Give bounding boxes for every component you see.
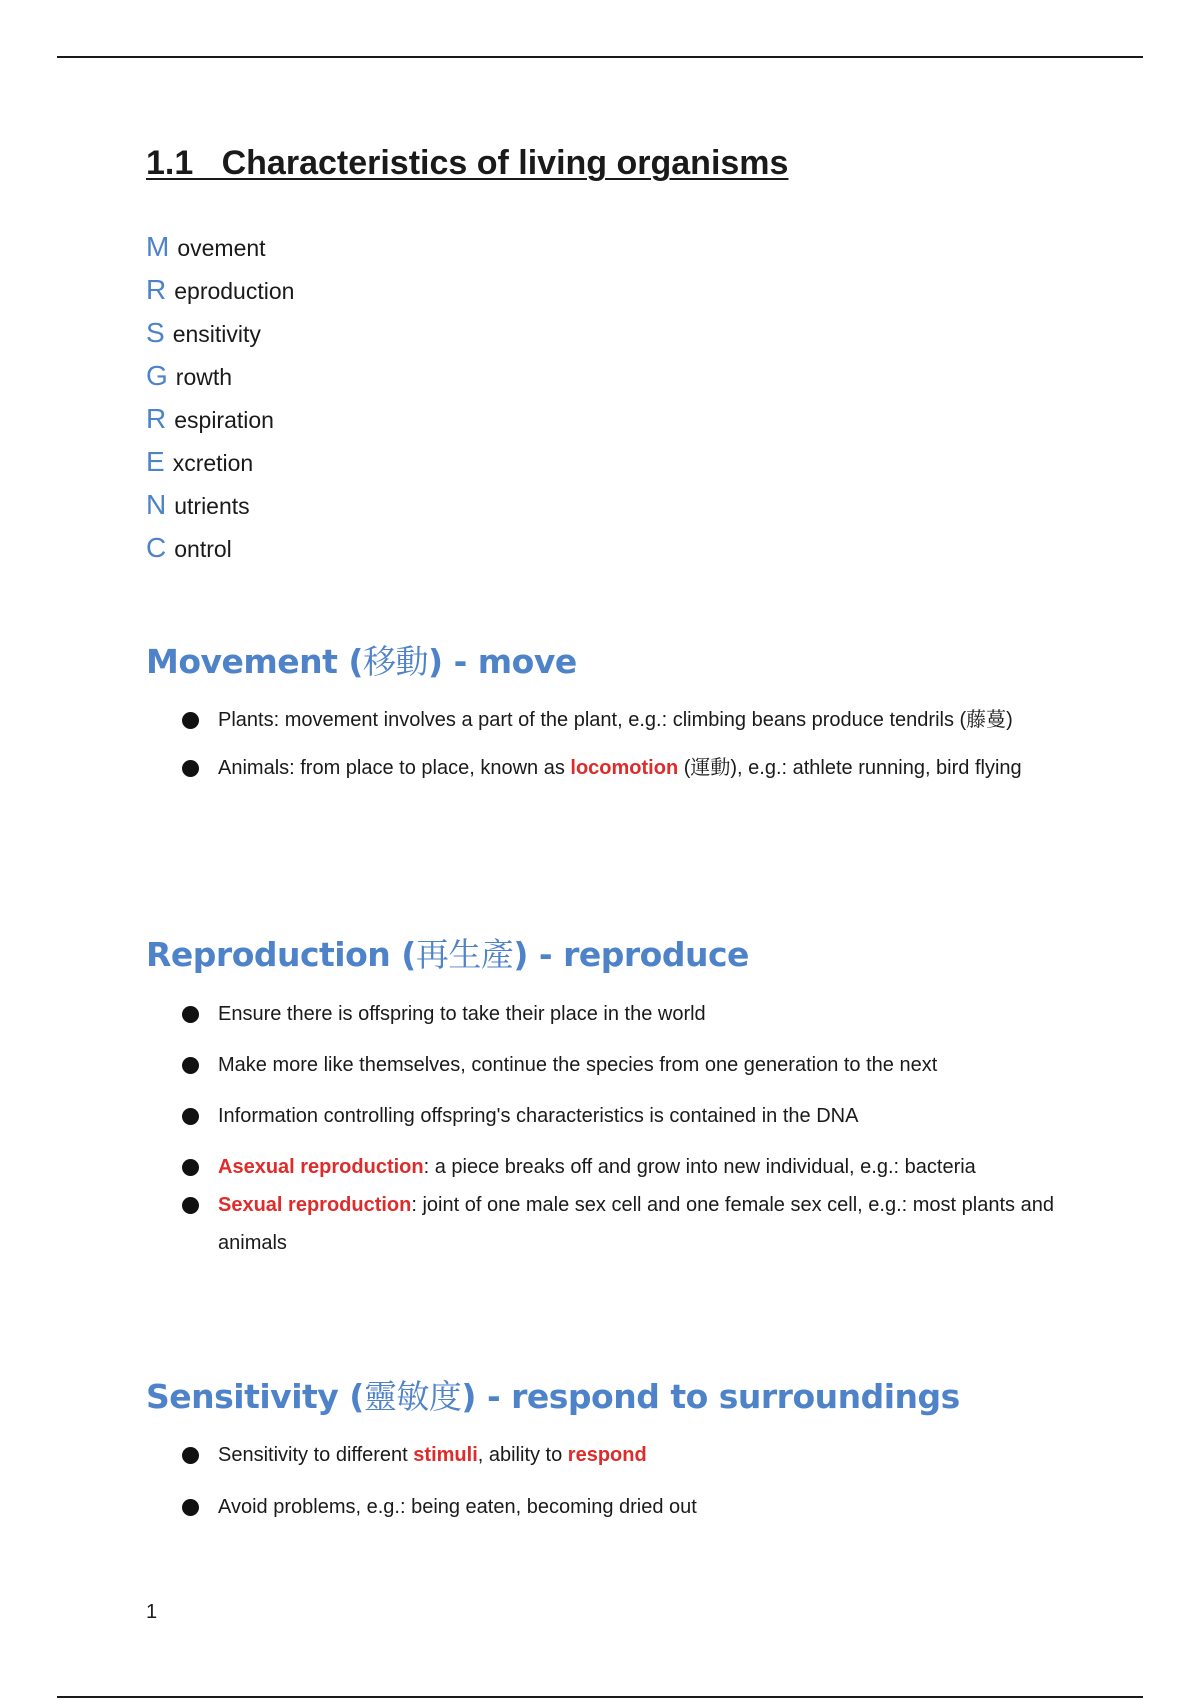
bullet-icon [182, 1159, 199, 1176]
mrs-grenc-list [146, 225, 746, 569]
acronym-letter: R [146, 403, 167, 434]
movement-heading: Movement (移動) - move [146, 642, 577, 681]
acronym-letter: S [146, 317, 165, 348]
list-item [182, 995, 1082, 1033]
acronym-letter: G [146, 360, 168, 391]
bullet-text: Information controlling offspring's characteristics is contained in the DNA [218, 1105, 859, 1127]
sensitivity-bullets [182, 1436, 1082, 1526]
bullet-icon [182, 1197, 199, 1214]
acronym-letter: E [146, 446, 165, 477]
bullet-text: Plants: movement involves a part of the plant, e.g.: climbing beans produce tendrils (藤蔓) [218, 709, 1013, 731]
acronym-row [146, 354, 746, 397]
acronym-word: ensitivity [172, 321, 261, 347]
acronym-row [146, 225, 746, 268]
sensitivity-heading: Sensitivity (靈敏度) - respond to surroundings [146, 1377, 960, 1416]
acronym-word: rowth [175, 364, 233, 390]
list-item [182, 1046, 1082, 1084]
key-term: Asexual reproduction [218, 1156, 424, 1178]
acronym-row [146, 440, 746, 483]
list-item [182, 701, 1082, 739]
key-term: stimuli [413, 1444, 478, 1466]
footer-rule [57, 1696, 1143, 1698]
page-title: 1.1 Characteristics of living organisms [146, 144, 789, 182]
page-number: 1 [146, 1601, 158, 1623]
list-item [182, 1488, 1082, 1526]
bullet-text: Ensure there is offspring to take their place in the world [218, 1003, 706, 1025]
acronym-row [146, 526, 746, 569]
acronym-row [146, 397, 746, 440]
header-rule [57, 56, 1143, 58]
bullet-icon [182, 712, 199, 729]
list-item [182, 1097, 1082, 1135]
list-item: Animals: from place to place, known as locomotion (運動), e.g.: athlete running, bird flying [182, 749, 1082, 787]
acronym-word: ontrol [174, 536, 232, 562]
bullet-icon [182, 1499, 199, 1516]
acronym-letter: C [146, 532, 167, 563]
list-item: Sexual reproduction: joint of one male sex cell and one female sex cell, e.g.: most plants and animals [182, 1186, 1082, 1262]
bullet-text: Avoid problems, e.g.: being eaten, becoming dried out [218, 1496, 697, 1518]
bullet-icon [182, 760, 199, 777]
acronym-word: ovement [177, 235, 266, 261]
bullet-icon [182, 1006, 199, 1023]
acronym-word: eproduction [174, 278, 295, 304]
bullet-icon [182, 1108, 199, 1125]
list-item: Sensitivity to different stimuli, ability to respond [182, 1436, 1082, 1474]
movement-bullets [182, 701, 1082, 787]
acronym-letter: N [146, 489, 167, 520]
acronym-word: espiration [174, 407, 274, 433]
acronym-letter: M [146, 231, 170, 262]
bullet-icon [182, 1057, 199, 1074]
acronym-row [146, 268, 746, 311]
reproduction-bullets [182, 995, 1082, 1262]
key-term: Sexual reproduction [218, 1194, 412, 1216]
acronym-row [146, 483, 746, 526]
acronym-row [146, 311, 746, 354]
acronym-word: xcretion [172, 450, 254, 476]
key-term: locomotion [570, 757, 679, 779]
bullet-text: Make more like themselves, continue the species from one generation to the next [218, 1054, 938, 1076]
reproduction-heading: Reproduction (再生產) - reproduce [146, 935, 749, 974]
key-term: respond [567, 1444, 647, 1466]
bullet-icon [182, 1447, 199, 1464]
acronym-word: utrients [174, 493, 250, 519]
acronym-letter: R [146, 274, 167, 305]
list-item: Asexual reproduction: a piece breaks off and grow into new individual, e.g.: bacteria [182, 1148, 1082, 1186]
